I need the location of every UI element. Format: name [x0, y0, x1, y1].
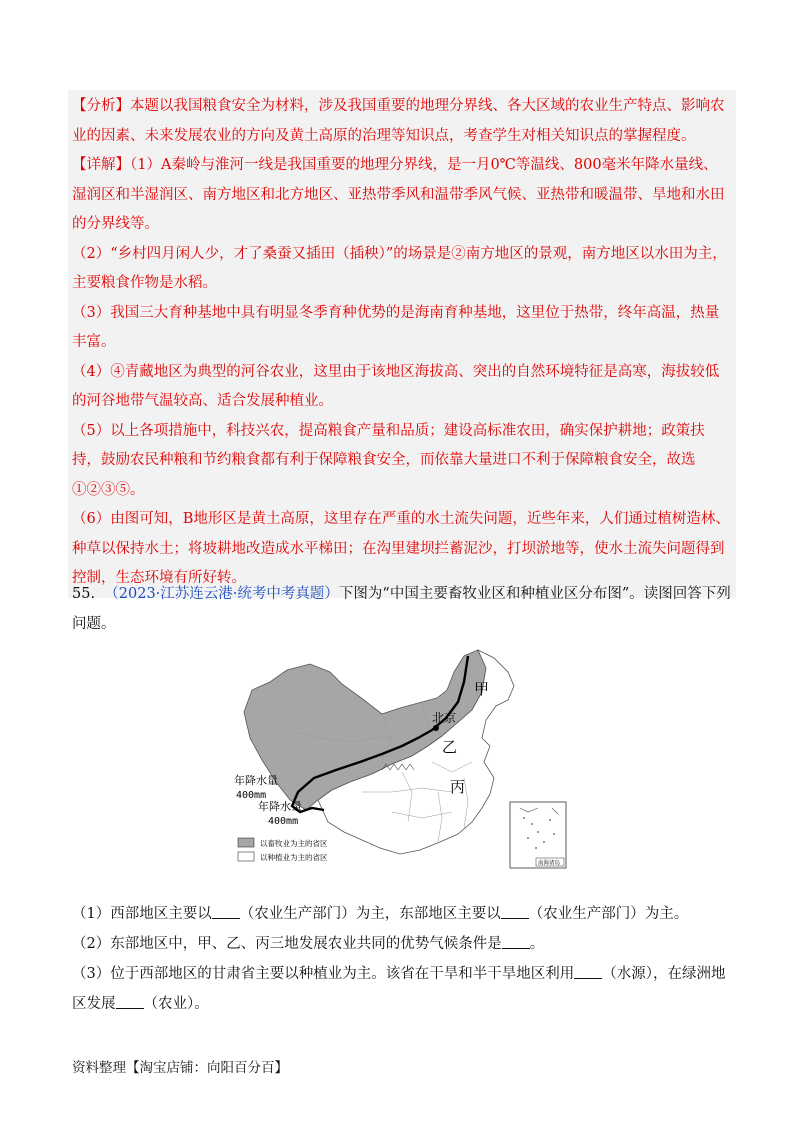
- q3-text-b: （水源），在绿洲地区发展: [72, 966, 726, 1012]
- label-bing: 丙: [450, 778, 466, 796]
- china-agriculture-map: [232, 642, 572, 870]
- q1-text-c: （农业生产部门）为主。: [528, 906, 689, 922]
- legend-swatch-pastoral: [238, 838, 254, 847]
- beijing-marker: [433, 725, 439, 731]
- analysis-paragraph: 【分析】本题以我国粮食安全为材料，涉及我国重要的地理分界线、各大区域的农业生产特点、影响农业的因素、未来发展农业的方向及黄土高原的治理等知识点，考查学生对相关知识点的掌握程度。: [72, 98, 725, 144]
- legend-swatch-farming: [238, 852, 254, 861]
- subquestion-3: [72, 960, 736, 1019]
- subquestion-2: [72, 930, 736, 960]
- label-yi: 乙: [442, 738, 458, 756]
- question-number: 55.: [72, 586, 96, 602]
- q3-text-c: （农业）。: [143, 995, 209, 1012]
- answer-blank[interactable]: [574, 964, 602, 979]
- detail-paragraph: （6）由图可知，B地形区是黄土高原，这里存在严重的水土流失问题，近些年来，人们通过植树造林、种草以保持水土；将坡耕地改造成水平梯田；在沟里建坝拦蓄泥沙，打坝淤地等，使水土流失问题得到控制，生态环境有所好转。: [72, 511, 730, 586]
- label-rainfall-1: 年降水量: [234, 774, 278, 787]
- detail-paragraph: （2）“乡村四月闲人少，才了桑蚕又插田（插秧）”的场景是②南方地区的景观，南方地区以水田为主，主要粮食作物是水稻。: [72, 245, 727, 291]
- label-rainfall-2: 年降水量: [258, 800, 302, 813]
- question-text: 下图为“中国主要畜牧业区和种植业区分布图”。读图回答下列问题。: [72, 586, 731, 632]
- label-rainfall-2-value: 400mm: [268, 816, 299, 827]
- inset-label: 南海诸岛: [538, 860, 561, 867]
- footer-source: 资料整理【淘宝店铺：向阳百分百】: [72, 1060, 288, 1076]
- label-jia: 甲: [474, 680, 490, 698]
- detail-paragraph: （4）④青藏地区为典型的河谷农业，这里由于该地区海拔高、突出的自然环境特征是高寒，海拔较低的河谷地带气温较高、适合发展种植业。: [72, 363, 720, 409]
- answer-blank[interactable]: [212, 904, 240, 919]
- answer-blank[interactable]: [501, 904, 529, 919]
- subquestion-1: [72, 900, 736, 930]
- q1-text-a: （1）西部地区主要以: [72, 906, 212, 922]
- map-figure: [232, 642, 572, 870]
- analysis-block: [68, 90, 736, 598]
- q2-text-b: 。: [529, 936, 545, 952]
- label-beijing: 北京: [432, 711, 457, 725]
- q3-text-a: （3）位于西部地区的甘肃省主要以种植业为主。该省在干旱和半干旱地区利用: [72, 966, 575, 982]
- detail-paragraph: 【详解】（1）A秦岭与淮河一线是我国重要的地理分界线，是一月0℃等温线、800毫米年降水量线、湿润区和半湿润区、南方地区和北方地区、亚热带季风和温带季风气候、亚热带和暖温带、旱地和水田的分界线等。: [72, 157, 725, 232]
- detail-paragraph: （5）以上各项措施中，科技兴农，提高粮食产量和品质；建设高标准农田，确实保护耕地；政策扶持，鼓励农民种粮和节约粮食都有利于保障粮食安全，而依靠大量进口不利于保障粮食安全，故选①②③⑤。: [72, 422, 705, 498]
- label-rainfall-1-value: 400mm: [236, 790, 267, 801]
- question-source-link[interactable]: （2023·江苏连云港·统考中考真题）: [104, 586, 339, 602]
- q1-text-b: （农业生产部门）为主，东部地区主要以: [239, 906, 501, 922]
- legend-farming: 以种植业为主的省区: [260, 853, 328, 862]
- q2-text-a: （2）东部地区中，甲、乙、丙三地发展农业共同的优势气候条件是: [72, 936, 502, 952]
- legend-pastoral: 以畜牧业为主的省区: [260, 839, 328, 848]
- answer-blank[interactable]: [116, 994, 144, 1009]
- detail-paragraph: （3）我国三大育种基地中具有明显冬季育种优势的是海南育种基地，这里位于热带，终年高温，热量丰富。: [72, 304, 720, 350]
- question-stem: [72, 580, 736, 639]
- answer-blank[interactable]: [502, 934, 530, 949]
